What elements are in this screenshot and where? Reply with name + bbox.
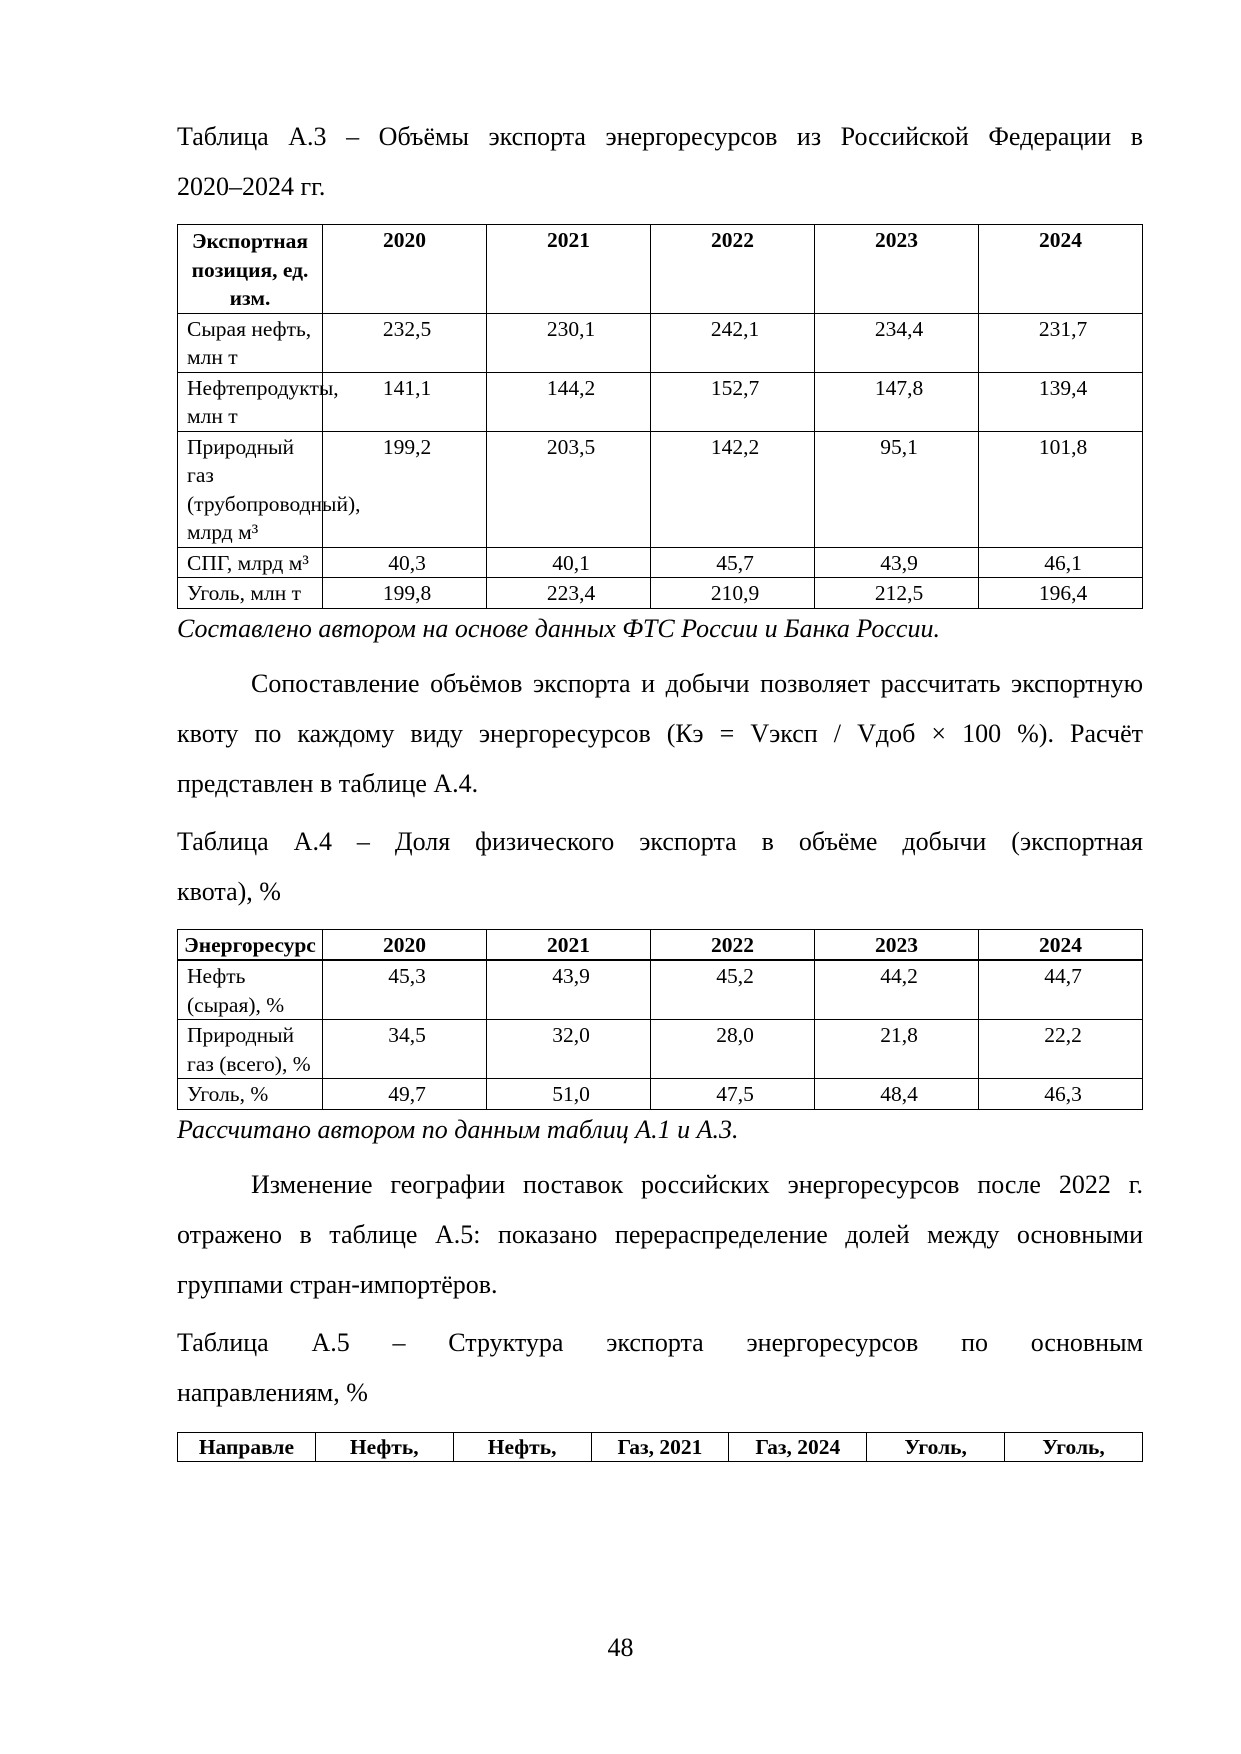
- table-cell: Сырая нефть, млн т: [178, 313, 323, 372]
- document-page: [177, 112, 1143, 1462]
- table-a3-header-cell: 2022: [651, 225, 815, 314]
- table-cell: 45,2: [651, 960, 815, 1020]
- table-row: [178, 372, 1143, 431]
- table-cell: Природный газ (всего), %: [178, 1020, 323, 1079]
- table-a4-header-cell: Энергоресурс: [178, 929, 323, 960]
- table-a4-header-row: [178, 929, 1143, 960]
- table-cell: 21,8: [815, 1020, 979, 1079]
- table-cell: СПГ, млрд м³: [178, 547, 323, 578]
- table-a3-header-row: [178, 225, 1143, 314]
- table-cell: 34,5: [323, 1020, 487, 1079]
- table-a3-caption-line2: 2020–2024 гг.: [177, 172, 326, 201]
- table-cell: 43,9: [487, 960, 651, 1020]
- table-a3: [177, 224, 1143, 609]
- table-a5-header-cell: Направле: [178, 1432, 316, 1462]
- table-row: [178, 547, 1143, 578]
- table-a5-header-cell: Уголь,: [1005, 1432, 1143, 1462]
- table-a5-header-cell: Нефть,: [315, 1432, 453, 1462]
- table-row: [178, 960, 1143, 1020]
- table-cell: Нефть (сырая), %: [178, 960, 323, 1020]
- table-cell: 46,1: [979, 547, 1143, 578]
- table-cell: 232,5: [323, 313, 487, 372]
- table-cell: 230,1: [487, 313, 651, 372]
- table-a5: [177, 1432, 1143, 1463]
- table-cell: 44,7: [979, 960, 1143, 1020]
- table-a4-header-cell: 2021: [487, 929, 651, 960]
- table-a3-header-cell: Экспортная позиция, ед. изм.: [178, 225, 323, 314]
- table-cell: 45,3: [323, 960, 487, 1020]
- table-cell: 46,3: [979, 1079, 1143, 1110]
- table-cell: 40,1: [487, 547, 651, 578]
- table-cell: 242,1: [651, 313, 815, 372]
- table-a3-caption: [177, 112, 1143, 212]
- table-cell: 152,7: [651, 372, 815, 431]
- table-cell: 28,0: [651, 1020, 815, 1079]
- table-a3-header-cell: 2023: [815, 225, 979, 314]
- table-cell: 147,8: [815, 372, 979, 431]
- table-cell: 47,5: [651, 1079, 815, 1110]
- table-a5-header-row: [178, 1432, 1143, 1462]
- table-cell: 101,8: [979, 431, 1143, 547]
- table-row: [178, 578, 1143, 609]
- table-cell: Уголь, млн т: [178, 578, 323, 609]
- table-cell: 144,2: [487, 372, 651, 431]
- table-row: [178, 431, 1143, 547]
- table-row: [178, 313, 1143, 372]
- table-cell: 210,9: [651, 578, 815, 609]
- table-a5-header-cell: Газ, 2024: [729, 1432, 867, 1462]
- table-a3-header-cell: 2020: [323, 225, 487, 314]
- table-cell: 203,5: [487, 431, 651, 547]
- table-a5-header-cell: Газ, 2021: [591, 1432, 729, 1462]
- table-cell: 139,4: [979, 372, 1143, 431]
- table-a3-source-note: Составлено автором на основе данных ФТС России и Банка России.: [177, 613, 940, 643]
- table-row: [178, 1020, 1143, 1079]
- table-a4-header-cell: 2024: [979, 929, 1143, 960]
- table-cell: 51,0: [487, 1079, 651, 1110]
- table-cell: 43,9: [815, 547, 979, 578]
- table-a4: [177, 929, 1143, 1110]
- table-a4-caption-line1: Таблица А.4 – Доля физического экспорта в объёме добычи (экспортная: [177, 826, 1143, 856]
- table-cell: 141,1: [323, 372, 487, 431]
- body-paragraph-1: Сопоставление объёмов экспорта и добычи позволяет рассчитать экспортную квоту по каждому виду энергоресурсов (Кэ = Vэксп / Vдоб × 100 %). Расчёт представлен в таблице А.4.: [177, 668, 1143, 798]
- table-cell: 32,0: [487, 1020, 651, 1079]
- table-cell: 45,7: [651, 547, 815, 578]
- table-cell: 22,2: [979, 1020, 1143, 1079]
- table-cell: Природный газ (трубопроводный), млрд м³: [178, 431, 323, 547]
- table-cell: 95,1: [815, 431, 979, 547]
- body-paragraph-2: Изменение географии поставок российских энергоресурсов после 2022 г. отражено в таблице А.5: показано перераспределение долей между основными группами стран-импортёров.: [177, 1169, 1143, 1299]
- table-cell: 49,7: [323, 1079, 487, 1110]
- table-a5-header-cell: Уголь,: [867, 1432, 1005, 1462]
- table-cell: 199,2: [323, 431, 487, 547]
- page-number: 48: [607, 1633, 634, 1662]
- table-a4-caption-line2: квота), %: [177, 876, 281, 906]
- table-cell: 231,7: [979, 313, 1143, 372]
- table-cell: Нефтепродукты, млн т: [178, 372, 323, 431]
- table-cell: 196,4: [979, 578, 1143, 609]
- table-cell: 223,4: [487, 578, 651, 609]
- table-a5-caption-line2: направлениям, %: [177, 1377, 368, 1407]
- table-a5-header-cell: Нефть,: [453, 1432, 591, 1462]
- table-a3-header-cell: 2021: [487, 225, 651, 314]
- table-row: [178, 1079, 1143, 1110]
- table-cell: 48,4: [815, 1079, 979, 1110]
- table-a4-caption: [177, 817, 1143, 917]
- table-cell: 40,3: [323, 547, 487, 578]
- table-a3-caption-line1: Таблица А.3 – Объёмы экспорта энергоресурсов из Российской Федерации в: [177, 122, 1143, 151]
- table-cell: 142,2: [651, 431, 815, 547]
- table-a3-header-cell: 2024: [979, 225, 1143, 314]
- table-a5-caption-line1: Таблица А.5 – Структура экспорта энергоресурсов по основным: [177, 1327, 1143, 1357]
- table-a4-header-cell: 2020: [323, 929, 487, 960]
- table-a4-header-cell: 2022: [651, 929, 815, 960]
- table-cell: 44,2: [815, 960, 979, 1020]
- table-cell: 212,5: [815, 578, 979, 609]
- table-cell: Уголь, %: [178, 1079, 323, 1110]
- table-a5-caption: [177, 1318, 1143, 1418]
- table-a4-source-note: Рассчитано автором по данным таблиц А.1 и А.3.: [177, 1114, 739, 1144]
- table-cell: 199,8: [323, 578, 487, 609]
- table-a4-header-cell: 2023: [815, 929, 979, 960]
- table-cell: 234,4: [815, 313, 979, 372]
